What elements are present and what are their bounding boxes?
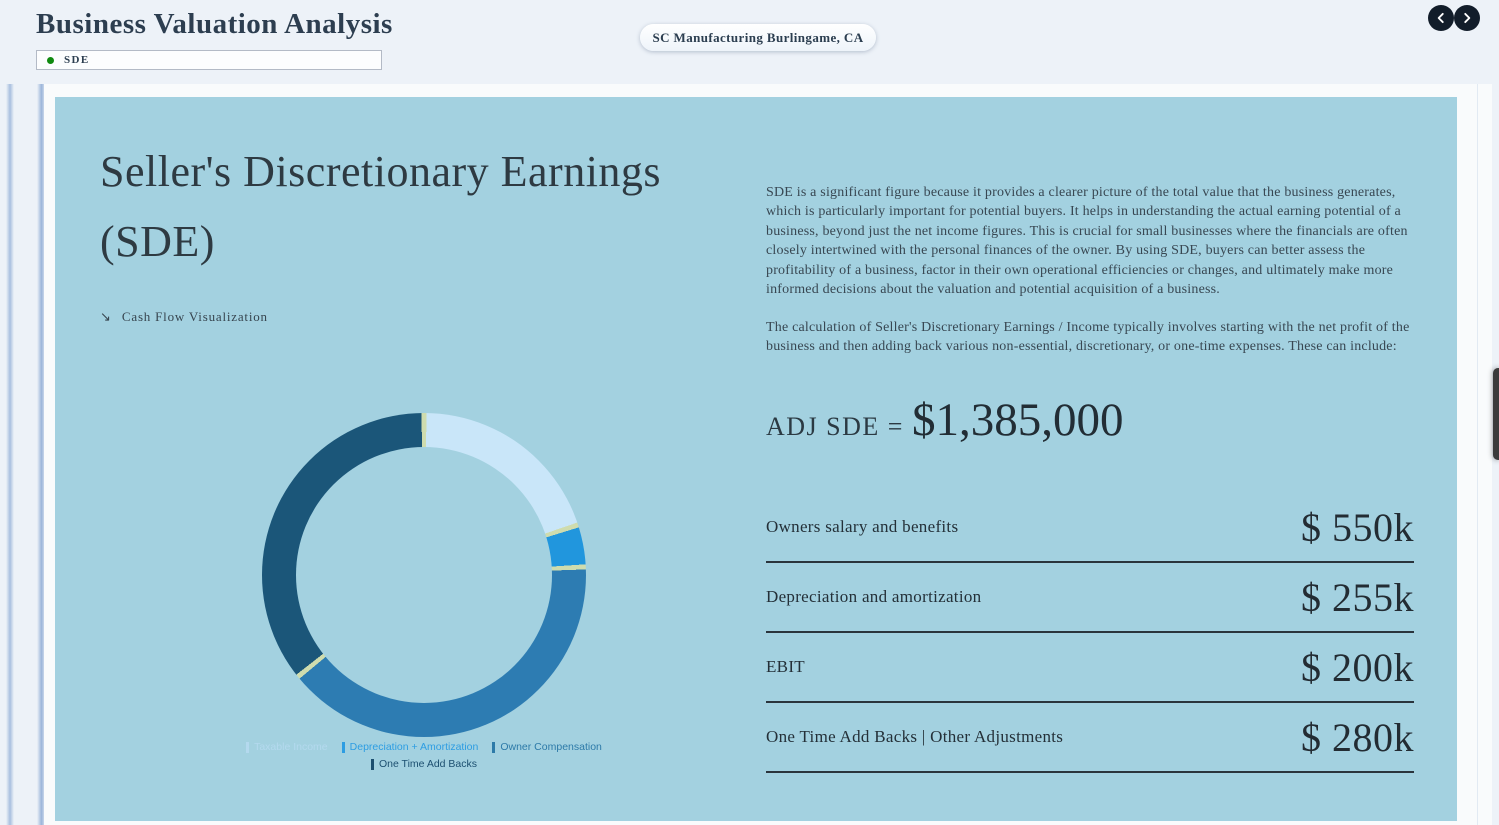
list-item	[766, 633, 1414, 703]
item-value: $ 550k	[1301, 504, 1414, 550]
sheet-edge-line	[1477, 84, 1478, 825]
list-item	[766, 563, 1414, 633]
chart-legend	[204, 739, 644, 773]
slide-title: Seller's Discretionary Earnings (SDE)	[100, 147, 662, 266]
legend-item-owner-compensation[interactable]	[492, 739, 602, 756]
legend-marker-icon	[371, 759, 374, 770]
tab-label: SDE	[64, 54, 90, 66]
tab-sde[interactable]	[36, 50, 382, 70]
item-label: EBIT	[766, 657, 805, 676]
legend-item-depreciation-amortization[interactable]	[342, 739, 479, 756]
arrow-down-right-icon: ↘	[100, 309, 111, 325]
item-value: $ 255k	[1301, 574, 1414, 620]
scroll-handle[interactable]	[1493, 368, 1499, 460]
next-slide-button[interactable]	[1454, 5, 1480, 31]
adj-sde-total	[766, 393, 1123, 447]
list-item	[766, 493, 1414, 563]
item-label: Owners salary and benefits	[766, 517, 959, 536]
legend-item-one-time-add-backs[interactable]	[371, 756, 477, 773]
legend-marker-icon	[246, 742, 249, 753]
tab-status-dot	[47, 57, 54, 64]
chevron-left-icon	[1434, 11, 1448, 25]
donut-chart[interactable]	[262, 413, 586, 737]
chart-section-label-text: Cash Flow Visualization	[121, 309, 268, 324]
donut-chart-hole	[296, 447, 552, 703]
company-chip-label: SC Manufacturing Burlingame, CA	[652, 29, 864, 45]
sde-description-paragraph: SDE is a significant figure because it provides a clearer picture of the total value that the business generates, which is particularly important for potential buyers. It helps in understanding the actual earning potential of a business, beyond just the net income figures. This is crucial for small businesses where the financials are often closely intertwined with the personal finances of the owner. By using SDE, buyers can better assess the profitability of a business, factor in their own operational efficiencies or changes, and ultimately make more informed decisions about the valuation and potential acquisition of a business.	[766, 185, 1408, 298]
company-chip[interactable]	[640, 24, 876, 51]
page-title: Business Valuation Analysis	[36, 8, 393, 40]
legend-marker-icon	[492, 742, 495, 753]
item-value: $ 200k	[1301, 644, 1414, 690]
chart-section-label	[100, 309, 268, 325]
legend-item-taxable-income[interactable]	[246, 739, 328, 756]
adj-sde-label: ADJ SDE =	[766, 412, 904, 441]
legend-label: Depreciation + Amortization	[349, 741, 479, 753]
list-item	[766, 703, 1414, 773]
legend-label: Owner Compensation	[500, 741, 602, 753]
legend-marker-icon	[342, 742, 345, 753]
legend-label: Taxable Income	[254, 741, 328, 753]
item-value: $ 280k	[1301, 714, 1414, 760]
add-back-list	[766, 493, 1414, 773]
adj-sde-value: $1,385,000	[911, 394, 1124, 446]
item-label: Depreciation and amortization	[766, 587, 982, 606]
chevron-right-icon	[1460, 11, 1474, 25]
legend-label: One Time Add Backs	[378, 758, 478, 770]
previous-slide-button[interactable]	[1428, 5, 1454, 31]
item-label: One Time Add Backs | Other Adjustments	[766, 727, 1064, 746]
stacked-page-edge-left	[6, 84, 14, 825]
sde-calculation-paragraph: The calculation of Seller's Discretionary Earnings / Income typically involves starting with the net profit of the business and then adding back various non-essential, discretionary, or one-time expenses. These can include:	[766, 320, 1410, 355]
slide-card	[55, 97, 1457, 821]
